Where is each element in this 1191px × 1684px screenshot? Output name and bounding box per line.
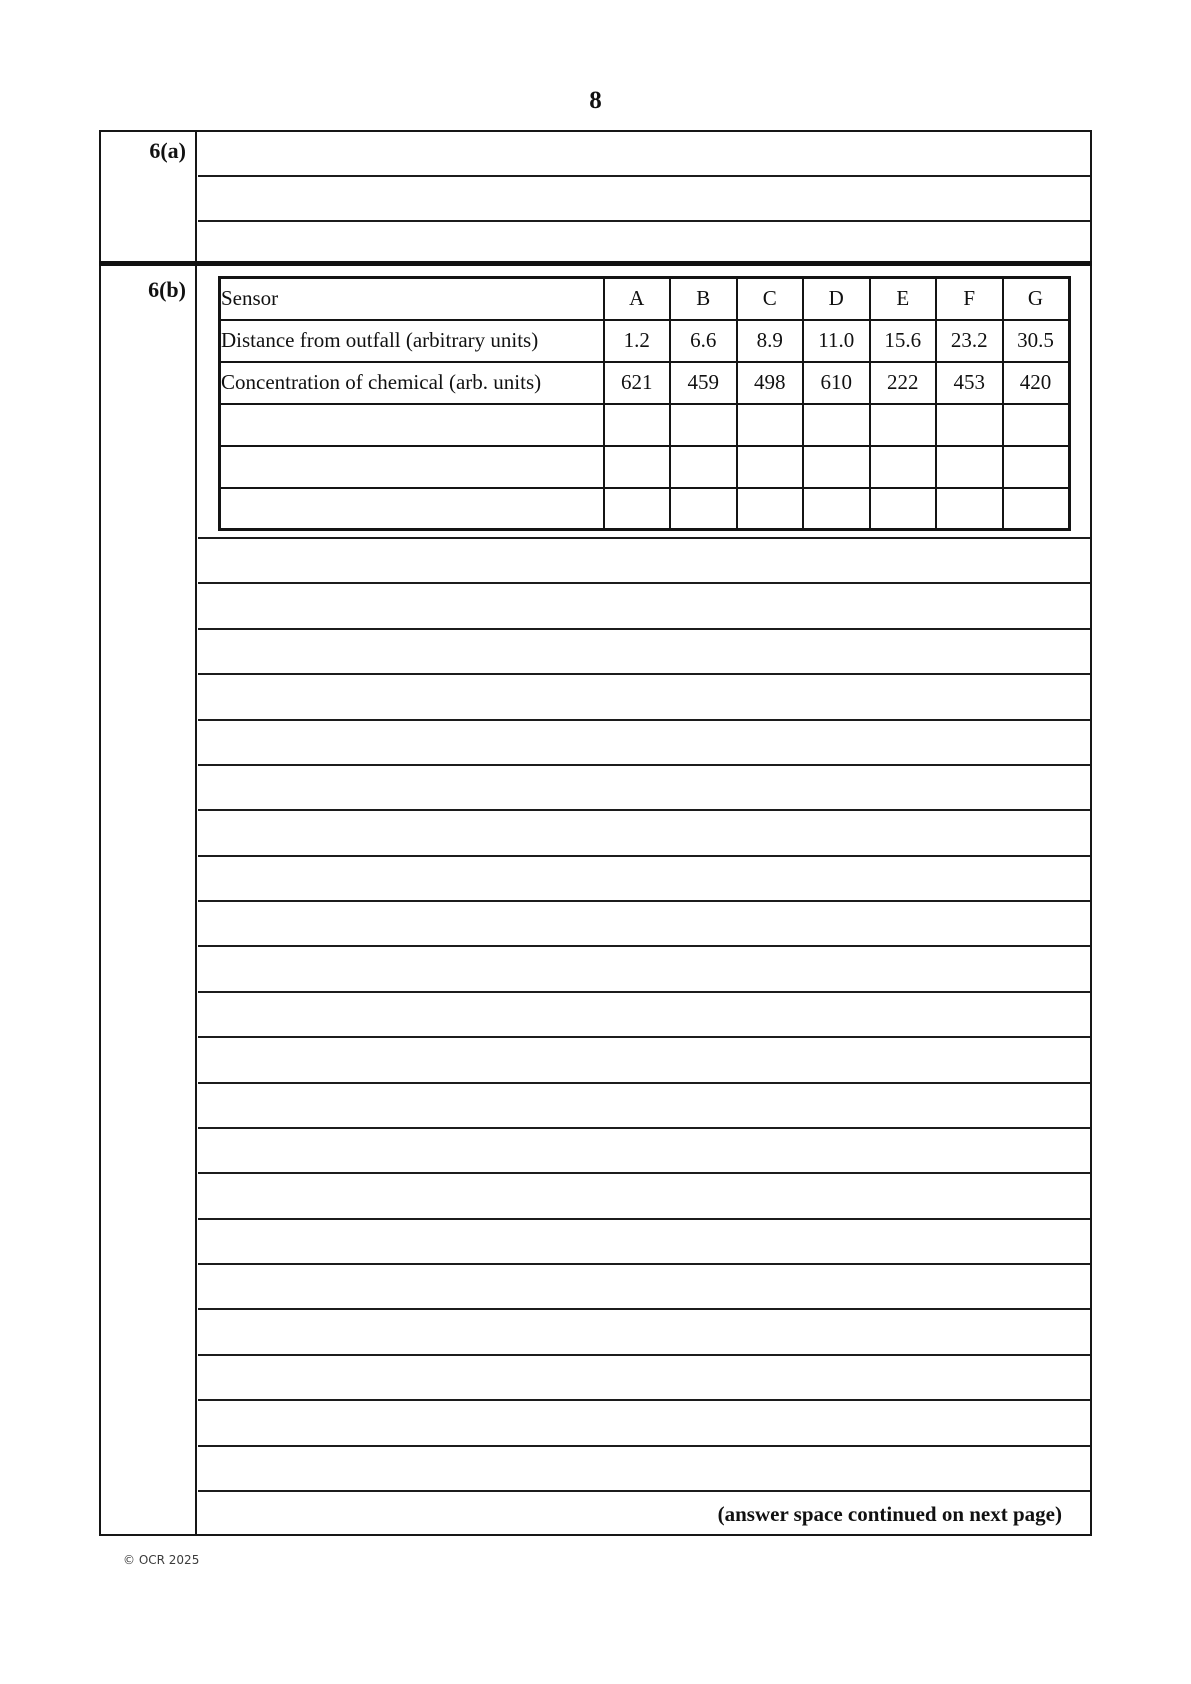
table-value-cell: 459 <box>670 362 737 404</box>
table-row-label: Distance from outfall (arbitrary units) <box>220 320 604 362</box>
table-value-cell: 420 <box>1003 362 1070 404</box>
table-empty-cell <box>220 446 604 488</box>
table-header-label: Sensor <box>220 278 604 320</box>
question-6b-label: 6(b) <box>148 277 186 302</box>
table-empty-cell <box>803 404 870 446</box>
table-empty-cell <box>803 488 870 530</box>
table-column-header: C <box>737 278 804 320</box>
table-empty-cell <box>870 488 937 530</box>
table-value-cell: 222 <box>870 362 937 404</box>
table-column-header: E <box>870 278 937 320</box>
table-row-label: Concentration of chemical (arb. units) <box>220 362 604 404</box>
table-empty-cell <box>870 404 937 446</box>
table-value-cell: 30.5 <box>1003 320 1070 362</box>
table-empty-cell <box>670 446 737 488</box>
table-value-cell: 11.0 <box>803 320 870 362</box>
table-empty-cell <box>803 446 870 488</box>
table-row-concentration <box>220 362 1070 404</box>
table-row-distance <box>220 320 1070 362</box>
table-column-header: A <box>604 278 671 320</box>
page-number: 8 <box>589 87 602 114</box>
table-empty-cell <box>1003 404 1070 446</box>
table-empty-cell <box>604 446 671 488</box>
table-value-cell: 498 <box>737 362 804 404</box>
table-empty-cell <box>604 404 671 446</box>
continuation-note: (answer space continued on next page) <box>717 1501 1062 1526</box>
section-divider <box>99 261 1092 266</box>
table-empty-cell <box>220 488 604 530</box>
table-empty-cell <box>670 488 737 530</box>
question-label-divider <box>195 130 197 1536</box>
table-value-cell: 453 <box>936 362 1003 404</box>
table-empty-cell <box>936 404 1003 446</box>
table-empty-cell <box>1003 488 1070 530</box>
sensor-data-table <box>218 276 1071 531</box>
footer-copyright: © OCR 2025 <box>123 1553 200 1567</box>
table-column-header: D <box>803 278 870 320</box>
table-empty-row <box>220 446 1070 488</box>
table-column-header: B <box>670 278 737 320</box>
table-empty-cell <box>737 404 804 446</box>
table-value-cell: 1.2 <box>604 320 671 362</box>
table-header-row <box>220 278 1070 320</box>
table-value-cell: 8.9 <box>737 320 804 362</box>
table-empty-row <box>220 488 1070 530</box>
question-6a-label: 6(a) <box>149 138 186 163</box>
table-column-header: G <box>1003 278 1070 320</box>
table-value-cell: 15.6 <box>870 320 937 362</box>
table-empty-cell <box>220 404 604 446</box>
table-column-header: F <box>936 278 1003 320</box>
table-empty-cell <box>604 488 671 530</box>
table-empty-cell <box>670 404 737 446</box>
table-value-cell: 610 <box>803 362 870 404</box>
table-value-cell: 23.2 <box>936 320 1003 362</box>
table-value-cell: 621 <box>604 362 671 404</box>
table-empty-cell <box>1003 446 1070 488</box>
table-empty-cell <box>936 488 1003 530</box>
table-value-cell: 6.6 <box>670 320 737 362</box>
table-empty-cell <box>737 488 804 530</box>
table-empty-cell <box>737 446 804 488</box>
table-empty-cell <box>870 446 937 488</box>
table-empty-cell <box>936 446 1003 488</box>
table-empty-row <box>220 404 1070 446</box>
